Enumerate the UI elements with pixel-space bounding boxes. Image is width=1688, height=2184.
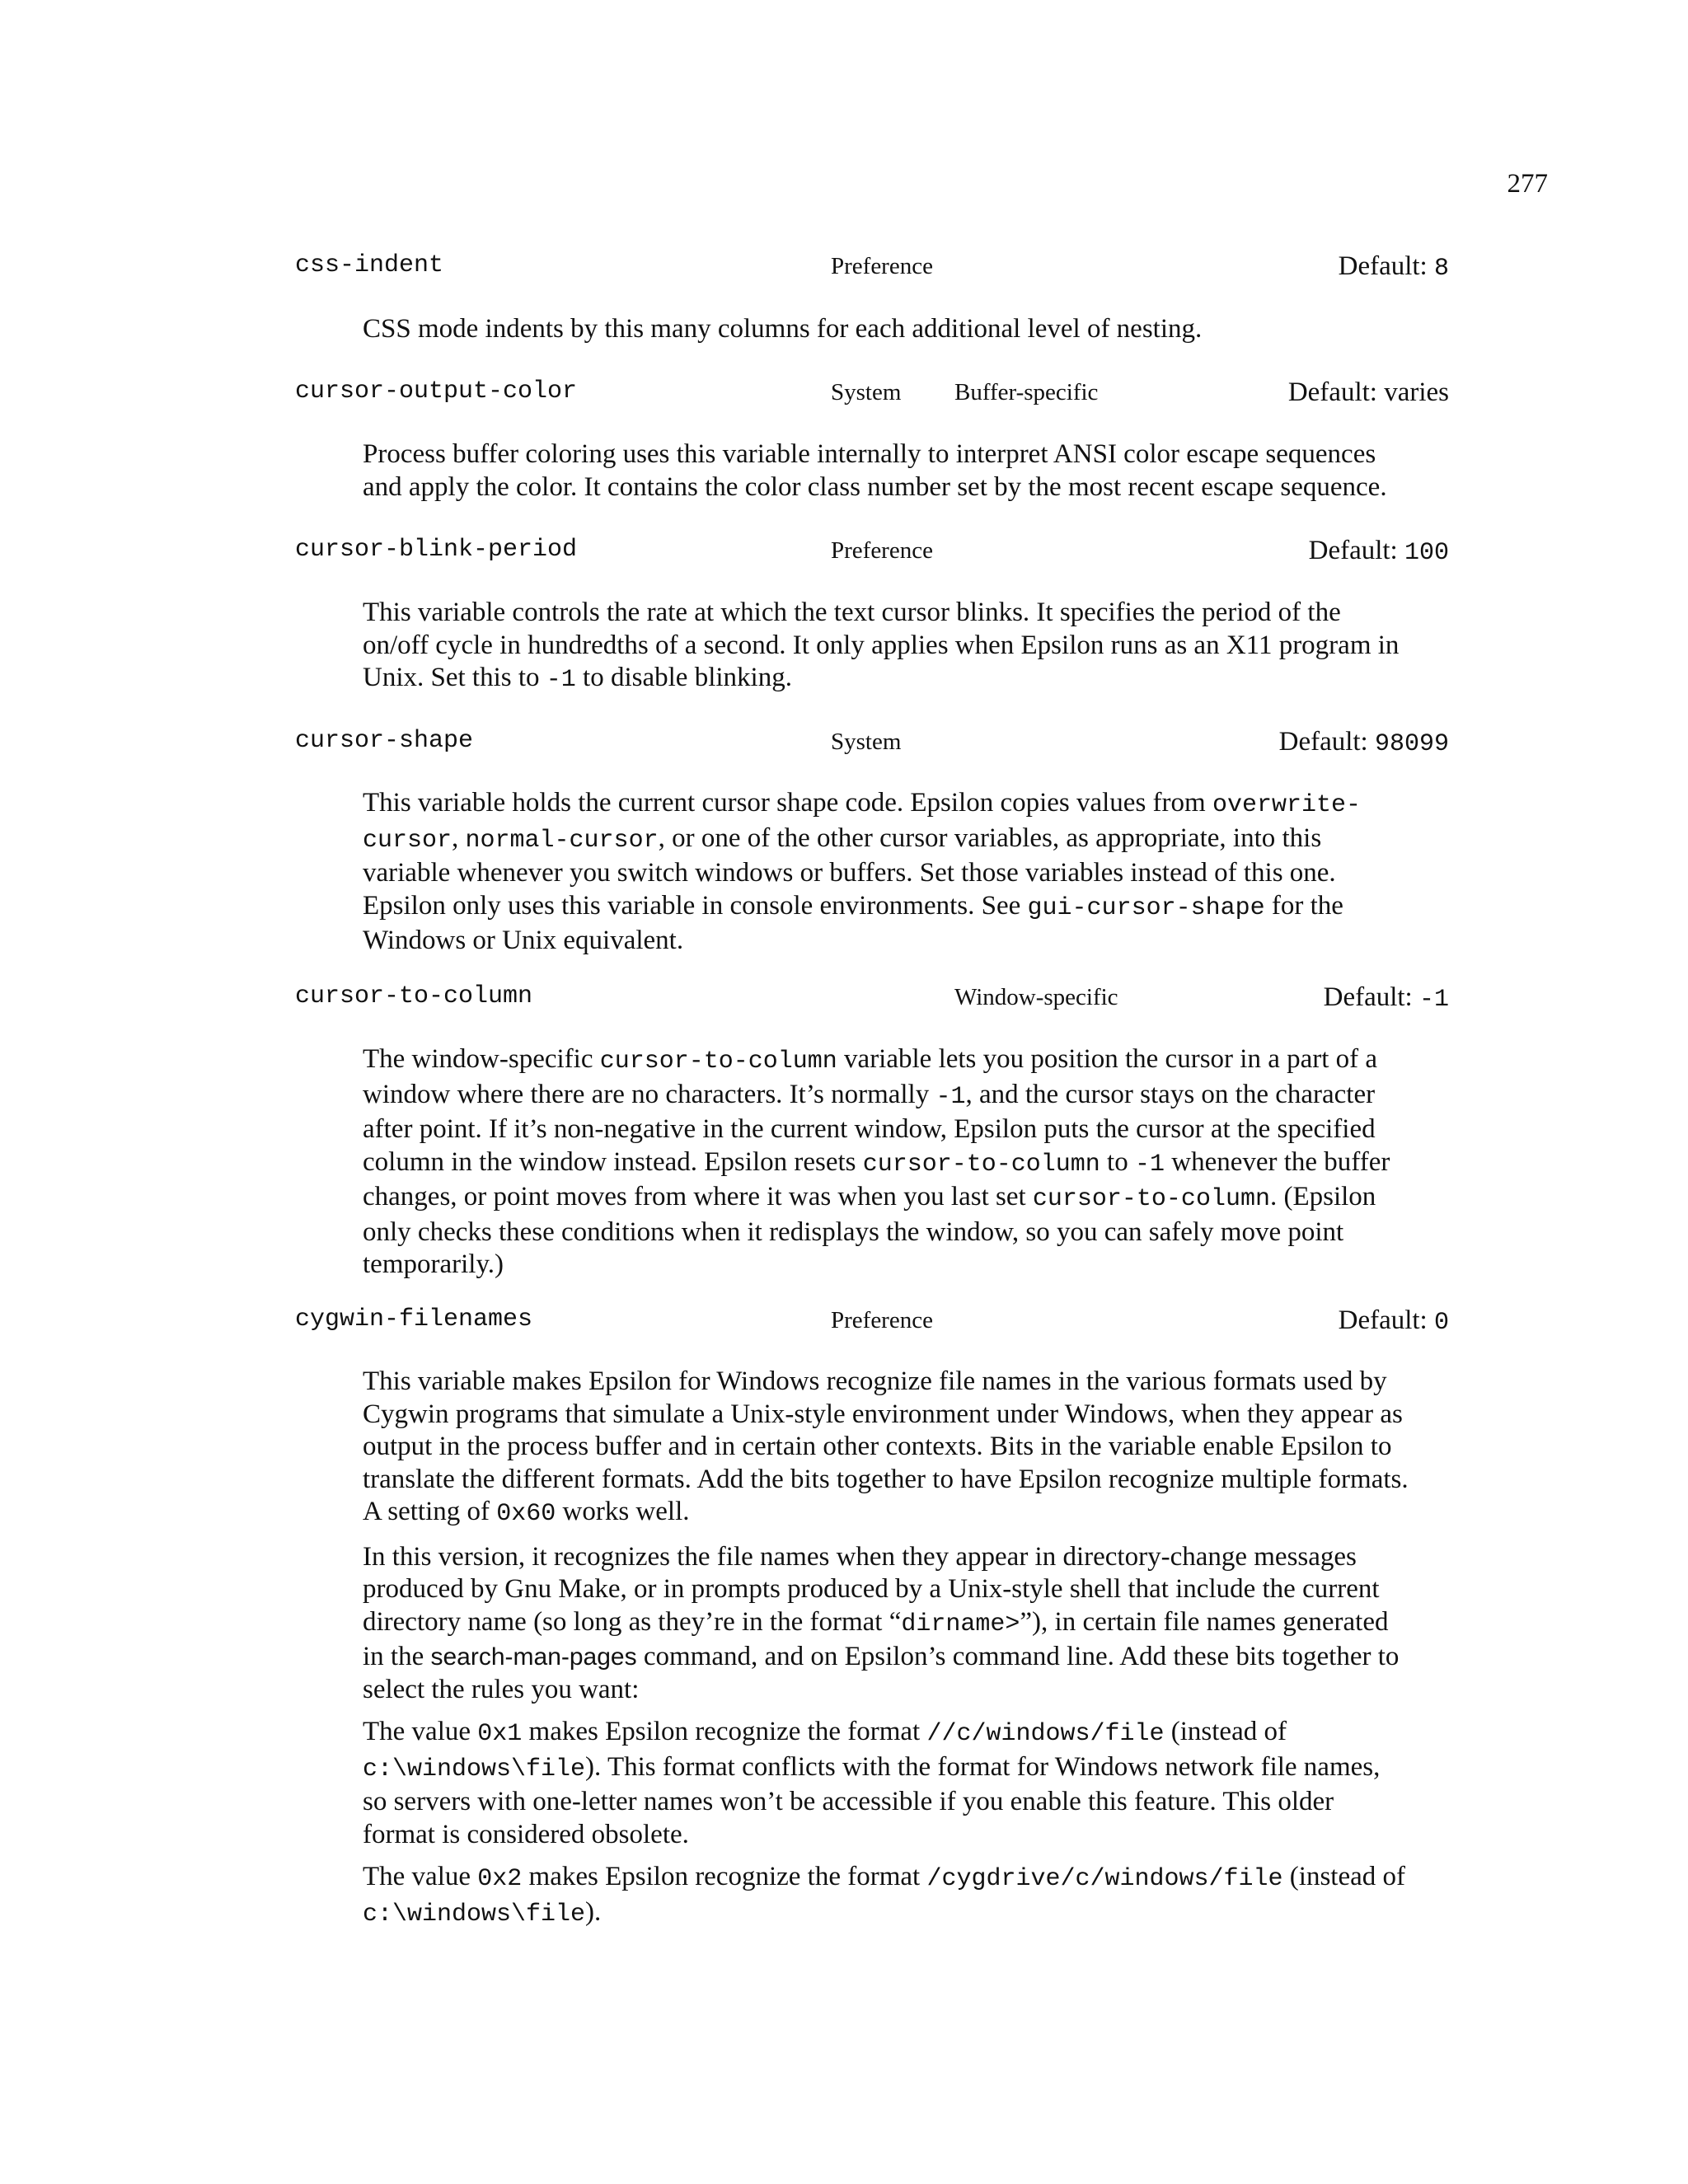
description-paragraph: Process buffer coloring uses this variable internally to interpret ANSI color escape sequences and apply the color. It contains the color class number set by the most recent escape sequence.	[363, 439, 1387, 502]
default-label: Default:	[1338, 251, 1428, 281]
entry-description	[363, 313, 1409, 356]
variable-name: cygwin-filenames	[295, 1305, 533, 1333]
code-text: overwrite-cursor	[363, 791, 1361, 855]
variable-default	[1339, 251, 1449, 283]
entry-description	[363, 1366, 1409, 1941]
code-text: normal-cursor	[465, 826, 659, 855]
default-label: Default:	[1308, 536, 1398, 565]
entry-header	[295, 1305, 1449, 1342]
command-name: search-man-pages	[430, 1643, 637, 1671]
description-paragraph: The value 0x2 makes Epsilon recognize the format /cygdrive/c/windows/file (instead of c:\windows\file).	[363, 1862, 1405, 1929]
entry-header	[295, 377, 1449, 414]
variable-default	[1279, 727, 1449, 758]
entry-description	[363, 597, 1409, 707]
variable-kind: Preference	[831, 253, 933, 279]
variable-name: cursor-shape	[295, 727, 474, 755]
default-label: Default:	[1323, 982, 1413, 1012]
entry-header	[295, 251, 1449, 288]
variable-default	[1288, 377, 1449, 408]
default-label: Default:	[1338, 1305, 1428, 1335]
default-label: Default:	[1278, 727, 1368, 757]
description-paragraph: CSS mode indents by this many columns for each additional level of nesting.	[363, 314, 1203, 344]
default-value: 100	[1404, 539, 1449, 567]
variable-kind: Preference	[831, 537, 933, 564]
code-text: cursor-to-column	[599, 1047, 837, 1076]
code-text: 0x2	[477, 1865, 523, 1893]
description-paragraph: The window-specific cursor-to-column variable lets you position the cursor in a part of a window where there are no characters. It’s normally -1, and the cursor stays on the character after point. If it’s non-negative in the current window, Epsilon puts the cursor at the specified column in the window instead. Epsilon resets cursor-to-column to -1 whenever the buffer changes, or point moves from where it was when you last set cursor-to-column. (Epsilon only checks these conditions when it redisplays the window, so you can safely move point temporarily.)	[363, 1044, 1390, 1279]
code-text: dirname>	[901, 1610, 1020, 1638]
variable-name: cursor-blink-period	[295, 536, 578, 564]
entry-header	[295, 536, 1449, 572]
variable-kind: System	[831, 729, 902, 755]
description-paragraph: This variable makes Epsilon for Windows recognize file names in the various formats used by Cygwin programs that simulate a Unix-style environment under Windows, when they appear as output in the process buffer and in certain other contexts. Bits in the variable enable Epsilon to translate the different formats. Add the bits together to have Epsilon recognize multiple formats. A setting of 0x60 works well.	[363, 1366, 1409, 1528]
variable-scope: Window-specific	[954, 984, 1118, 1010]
default-value: 8	[1433, 255, 1449, 283]
variable-default	[1339, 1305, 1449, 1337]
code-text: -1	[1134, 1150, 1165, 1179]
default-value: -1	[1418, 986, 1449, 1014]
code-text: 0x60	[496, 1500, 556, 1528]
entry-description	[363, 787, 1409, 968]
variable-name: cursor-to-column	[295, 982, 533, 1010]
code-text: gui-cursor-shape	[1027, 893, 1265, 922]
code-text: c:\windows\file	[363, 1755, 586, 1783]
description-paragraph: This variable controls the rate at which the text cursor blinks. It specifies the period of the on/off cycle in hundredths of a second. It only applies when Epsilon runs as an X11 program in Unix. Set this to -1 to disable blinking.	[363, 598, 1400, 694]
page-number: 277	[1507, 169, 1548, 199]
variable-default	[1309, 536, 1449, 567]
description-paragraph: The value 0x1 makes Epsilon recognize the format //c/windows/file (instead of c:\windows\file). This format conflicts with the format for Windows network file names, so servers with one-letter names won’t be accessible if you enable this feature. This older format is considered obsolete.	[363, 1717, 1381, 1849]
default-value: 0	[1433, 1309, 1449, 1337]
entry-header	[295, 982, 1449, 1019]
entry-description	[363, 1043, 1409, 1291]
code-text: /cygdrive/c/windows/file	[926, 1865, 1283, 1893]
entry-description	[363, 438, 1409, 513]
default-label: Default:	[1287, 377, 1377, 407]
code-text: -1	[546, 666, 576, 694]
code-text: c:\windows\file	[363, 1900, 586, 1929]
variable-name: css-indent	[295, 251, 444, 279]
default-value: 98099	[1374, 730, 1449, 758]
entry-header	[295, 727, 1449, 763]
code-text: cursor-to-column	[1032, 1185, 1270, 1213]
variable-kind: Preference	[831, 1307, 933, 1333]
description-paragraph: This variable holds the current cursor shape code. Epsilon copies values from overwrite-cursor, normal-cursor, or one of the other cursor variables, as appropriate, into this variable whenever you switch windows or buffers. Set those variables instead of this one. Epsilon only uses this variable in console environments. See gui-cursor-shape for the Windows or Unix equivalent.	[363, 788, 1361, 955]
variable-kind: System	[831, 379, 902, 405]
code-text: //c/windows/file	[926, 1720, 1165, 1748]
variable-default	[1324, 982, 1449, 1014]
variable-scope: Buffer-specific	[954, 379, 1099, 405]
variable-name: cursor-output-color	[295, 377, 578, 405]
default-value: varies	[1384, 377, 1449, 407]
code-text: cursor-to-column	[862, 1150, 1100, 1179]
code-text: -1	[935, 1082, 966, 1111]
description-paragraph: In this version, it recognizes the file names when they appear in directory-change messages produced by Gnu Make, or in prompts produced by a Unix-style shell that include the current directory name (so long as they’re in the format “dirname>”), in certain file names generated in the search-man-pages command, and on Epsilon’s command line. Add these bits together to select the rules you want:	[363, 1541, 1400, 1704]
code-text: 0x1	[477, 1720, 523, 1748]
